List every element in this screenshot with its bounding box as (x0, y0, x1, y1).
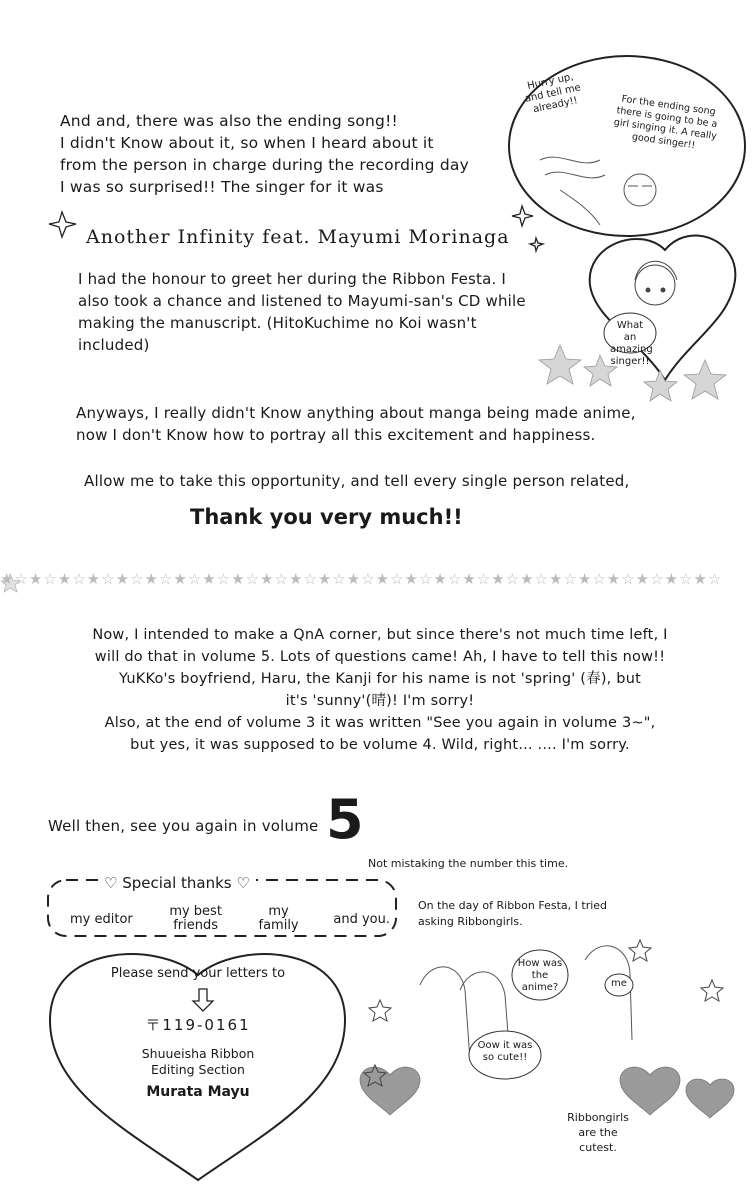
hurry-bubble: Hurry up, and tell me already!! (524, 71, 582, 116)
intro-line: from the person in charge during the recording day (60, 156, 469, 174)
thanks-item: my family (258, 904, 299, 933)
thanks-item: and you. (333, 911, 390, 927)
thanks-item: my best friends (169, 904, 222, 933)
farewell-text: Well then, see you again in volume (48, 817, 319, 835)
volume-number: 5 (326, 788, 364, 851)
honour-line: also took a chance and listened to Mayumi-san's CD while (78, 292, 526, 310)
cute-bubble: Oow it was so cute!! (477, 1040, 533, 1063)
special-thanks-title (98, 874, 256, 892)
anime-line: Anyways, I really didn't Know anything about manga being made anime, (76, 404, 636, 422)
intro-line: And and, there was also the ending song!! (60, 112, 398, 130)
author-name: Murata Mayu (146, 1084, 250, 1100)
intro-line: I was so surprised!! The singer for it was (60, 178, 384, 196)
intro-text (60, 110, 520, 198)
honour-line: making the manuscript. (HitoKuchime no Koi wasn't (78, 314, 477, 332)
star-divider-row: ★☆★☆★☆★☆★☆★☆★☆★☆★☆★☆★☆★☆★☆★☆★☆★☆★☆★☆★☆★☆★☆★☆★☆★☆★☆ (0, 570, 723, 586)
singer-name: Another Infinity feat. Mayumi Morinaga (86, 226, 510, 248)
editing-dept: Shuueisha Ribbon Editing Section (141, 1046, 255, 1077)
qna-line: but yes, it was supposed to be volume 4. Wild, right... .... I'm sorry. (130, 737, 630, 753)
thanks-item: my editor (70, 911, 133, 927)
volume-note: Not mistaking the number this time. (368, 857, 569, 870)
allow-text: Allow me to take this opportunity, and tell every single person related, (84, 472, 630, 490)
gray-hearts (360, 1067, 734, 1118)
amazing-bubble-text: What an amazing singer!! (610, 320, 653, 367)
anime-line: now I don't Know how to portray all this excitement and happiness. (76, 426, 596, 444)
honour-line: included) (78, 336, 150, 354)
postal-code: 〒119-0161 (145, 1016, 251, 1034)
qna-line: will do that in volume 5. Lots of questions came! Ah, I have to tell this now!! (94, 649, 666, 665)
qna-line: Now, I intended to make a QnA corner, but since there's not much time left, I (92, 627, 668, 643)
special-thanks-label: Special thanks (122, 874, 232, 892)
festa-text: On the day of Ribbon Festa, I tried asking Ribbongirls. (418, 899, 608, 928)
thank-you-heading: Thank you very much!! (190, 505, 463, 529)
qna-text (40, 624, 720, 756)
heart-outline-icon: ♡ (104, 874, 123, 892)
me-bubble: me (611, 978, 627, 989)
special-thanks-items (70, 905, 390, 933)
honour-text (78, 268, 558, 356)
qna-line: it's 'sunny'(晴)! I'm sorry! (285, 693, 475, 709)
anime-text (76, 402, 716, 446)
intro-line: I didn't Know about it, so when I heard about it (60, 134, 434, 152)
cutest-caption: Ribbongirls are the cutest. (567, 1111, 629, 1154)
honour-line: I had the honour to greet her during the Ribbon Festa. I (78, 270, 507, 288)
heart-outline-icon: ♡ (231, 874, 250, 892)
qna-line: Also, at the end of volume 3 it was written "See you again in volume 3~", (104, 715, 656, 731)
qna-line: YuKKo's boyfriend, Haru, the Kanji for his name is not 'spring' (春), but (119, 671, 641, 687)
letters-heading: Please send your letters to (110, 966, 286, 981)
ending-song-bubble: For the ending song there is going to be a girl singing it. A really good singer!! (613, 93, 718, 152)
how-bubble: How was the anime? (517, 958, 563, 993)
